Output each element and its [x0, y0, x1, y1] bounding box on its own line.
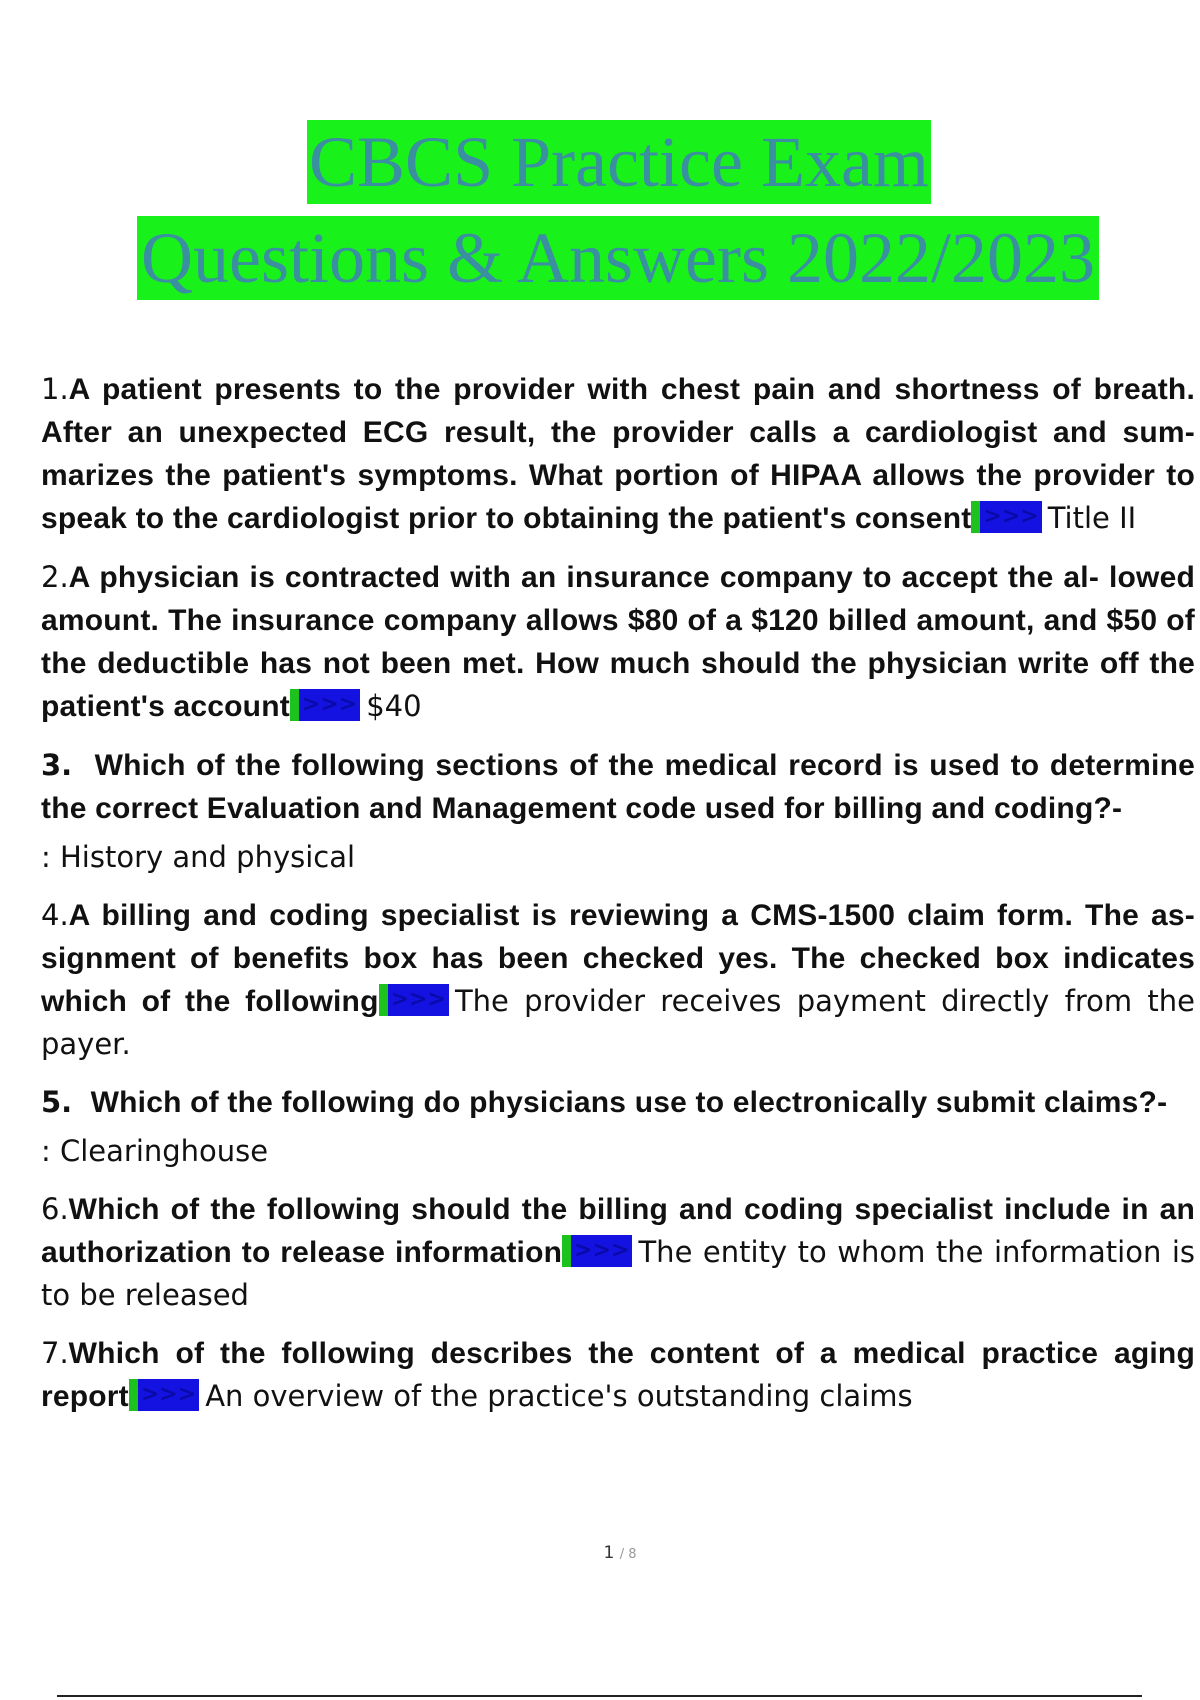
answer-text: The provider receives payment directly from the payer.: [41, 984, 1195, 1061]
question-number: 1.: [41, 372, 69, 406]
answer-text: An overview of the practice's outstanding claims: [205, 1379, 913, 1413]
question-3: [41, 744, 1195, 830]
footer-divider: [57, 1695, 1142, 1697]
question-text: Which of the following sections of the medical record is used to determine the correct Evaluation and Management code used for billing and coding?-: [41, 749, 1196, 825]
question-1: [41, 368, 1195, 540]
question-number: 7.: [41, 1336, 69, 1370]
question-text: Which of the following should the billing and coding specialist include in an authorization to release information: [41, 1193, 1195, 1269]
answer-marker-icon: >>>: [562, 1235, 632, 1267]
answer-3: : History and physical: [41, 840, 356, 874]
question-number: 6.: [41, 1192, 69, 1226]
question-number: 2.: [41, 560, 69, 594]
answer-marker-icon: >>>: [971, 501, 1041, 533]
answer-text: Title II: [1047, 501, 1137, 535]
answer-marker-icon: >>>: [129, 1379, 199, 1411]
question-text: A physician is contracted with an insurance company to accept the al- lowed amount. The insurance company allows $80 of a $120 billed amount, and $50 of the deductible has not been met. How much should the physician write off the patient's account: [41, 561, 1195, 723]
question-4: [41, 894, 1195, 1065]
answer-marker-icon: >>>: [290, 689, 360, 721]
question-text: Which of the following do physicians use to electronically submit claims?-: [90, 1086, 1168, 1119]
answer-marker-icon: >>>: [379, 984, 449, 1016]
title-line-1: CBCS Practice Exam: [309, 122, 929, 202]
question-text: A billing and coding specialist is reviewing a CMS-1500 claim form. The as- signment of benefits box has been checked yes. The checked box indicates which of the following: [41, 899, 1195, 1018]
question-number: 4.: [41, 898, 69, 932]
answer-text: $40: [366, 689, 422, 723]
title-line-2: Questions & Answers 2022/2023: [137, 216, 1099, 300]
page-total: / 8: [619, 1547, 637, 1562]
question-6: [41, 1188, 1195, 1316]
question-number: 5.: [41, 1085, 73, 1119]
question-text: Which of the following describes the content of a medical practice aging report: [41, 1337, 1195, 1413]
question-5: [41, 1081, 1195, 1124]
question-list: [41, 368, 1195, 1434]
page-current: 1: [603, 1543, 615, 1563]
answer-text: The entity to whom the information is to be released: [41, 1235, 1196, 1312]
answer-5: : Clearinghouse: [41, 1134, 269, 1168]
question-7: [41, 1332, 1195, 1418]
question-2: [41, 556, 1195, 728]
question-number: 3.: [41, 748, 73, 782]
page-indicator: [0, 1543, 1200, 1563]
question-text: A patient presents to the provider with chest pain and shortness of breath. After an unexpected ECG result, the provider calls a cardiologist and sum- marizes the patient's symptoms. What portion of HIPAA allows the provider to speak to the cardiologist prior to obtaining the patient's consent: [41, 373, 1195, 535]
